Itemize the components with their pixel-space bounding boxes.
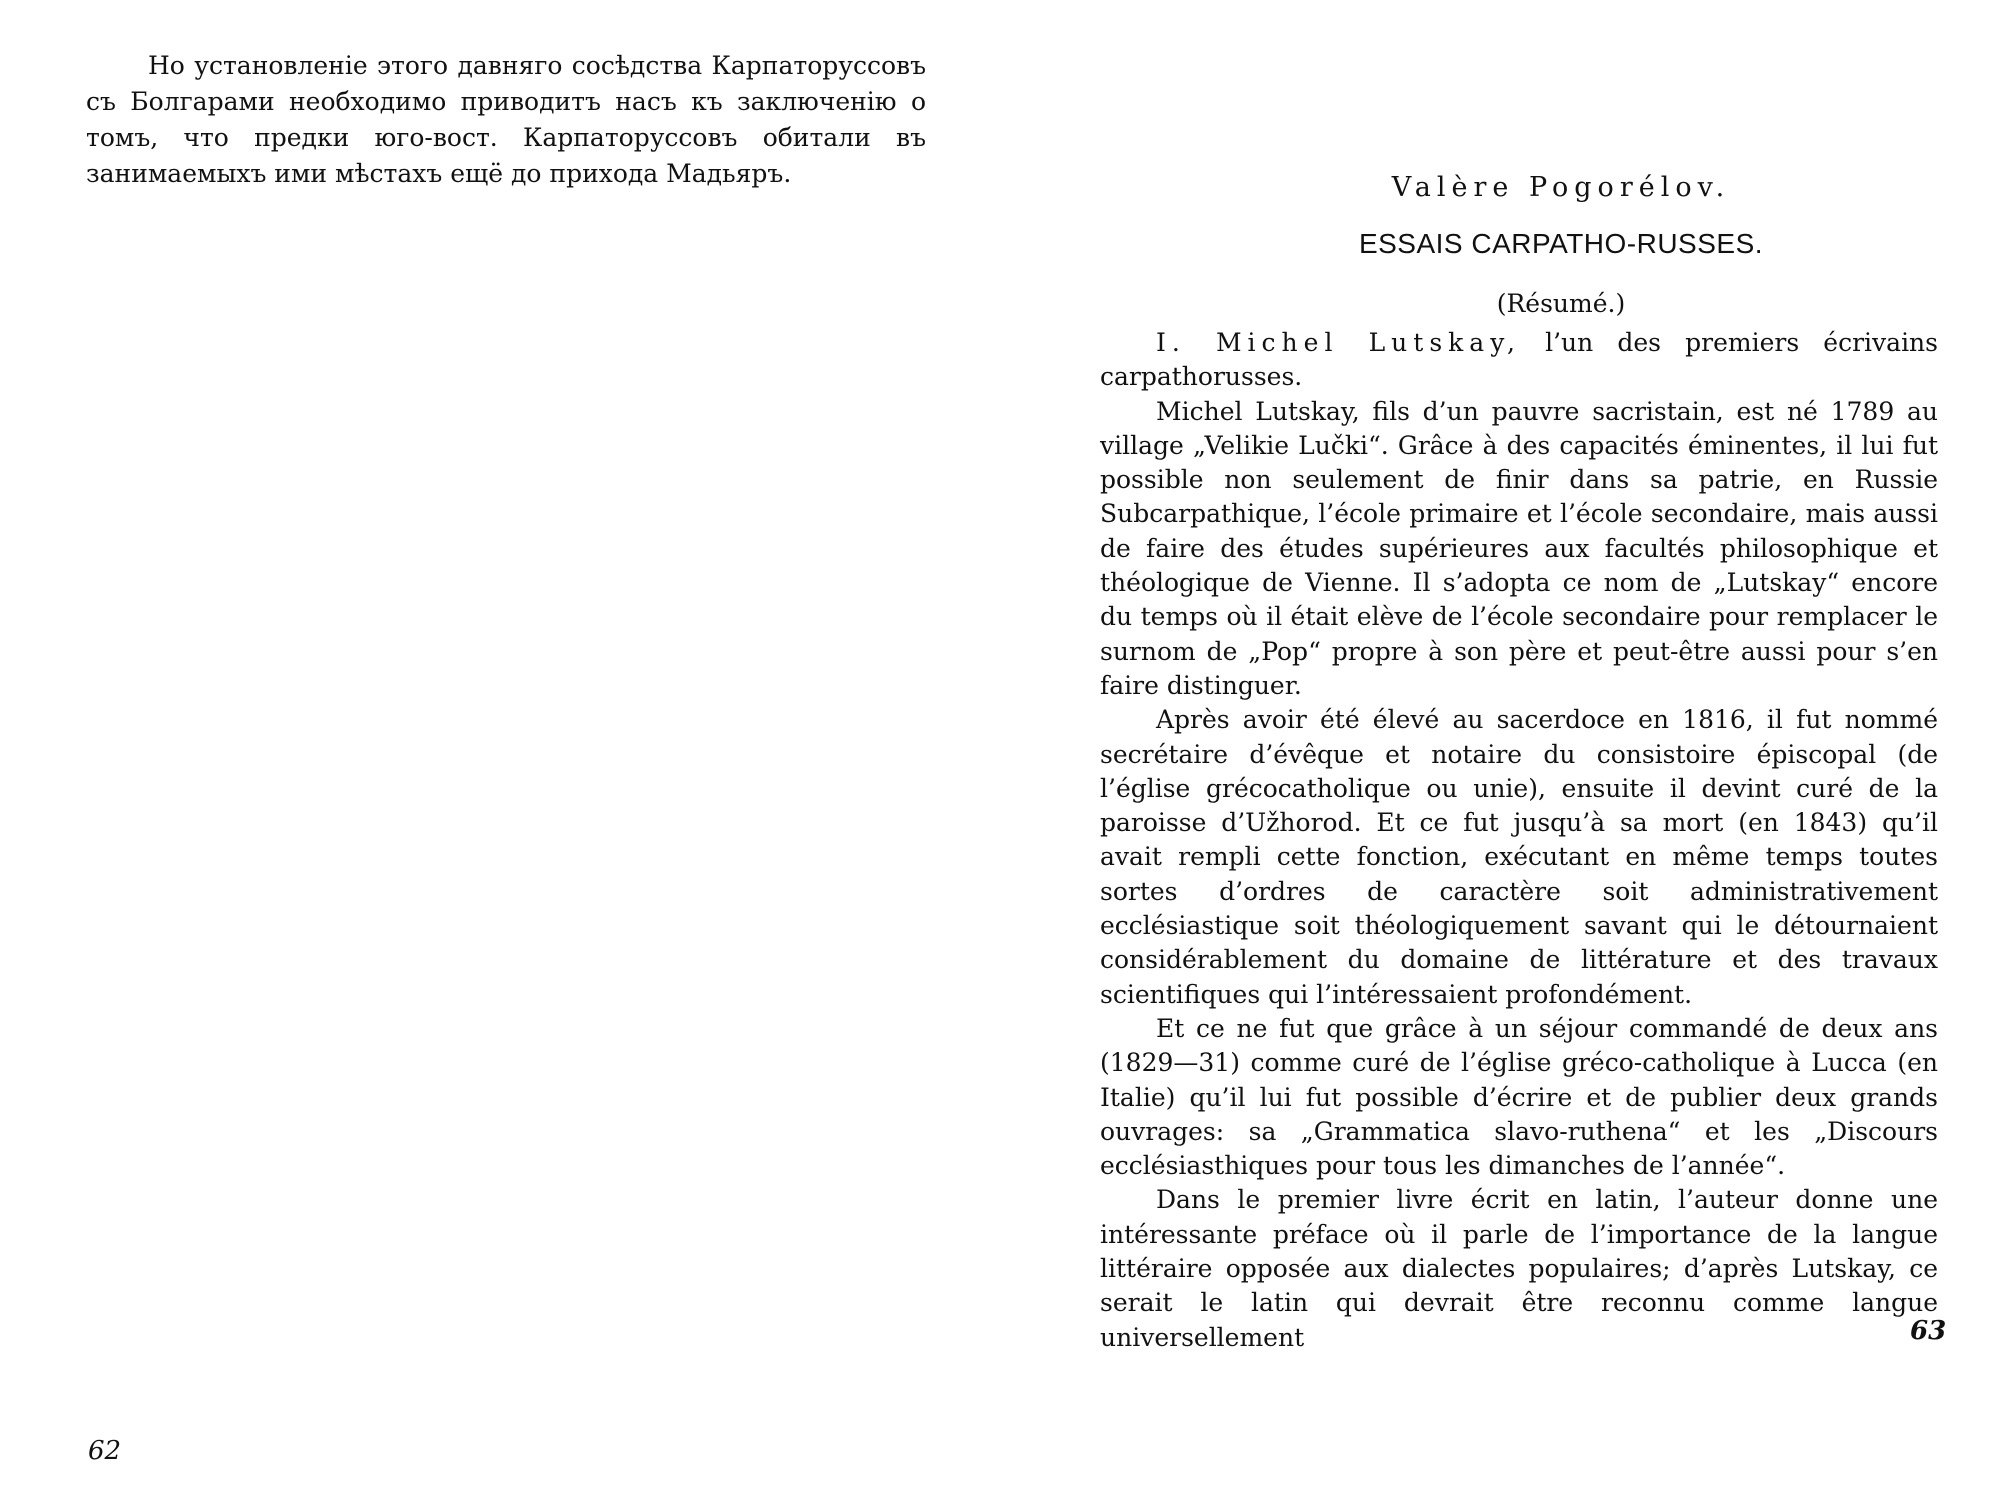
author-name: Valère Pogorélov. bbox=[1391, 172, 1731, 203]
section-intro-name: I. Michel Lutskay, bbox=[1156, 328, 1521, 357]
right-page bbox=[1000, 0, 2002, 1500]
left-page-paragraph: Но установленіе этого давняго сосѣдства Карпаторуссовъ съ Болгарами необходимо приводитъ насъ къ заключенію о томъ, что предки юго-вост. Карпаторуссовъ обитали въ занимаемыхъ ими мѣстахъ ещё до прихода Мадьяръ. bbox=[86, 51, 926, 188]
left-page bbox=[0, 0, 1000, 1500]
left-page-number: 62 bbox=[88, 1436, 122, 1466]
article-title: ESSAIS CARPATHO-RUSSES. bbox=[1358, 228, 1764, 259]
body-paragraph: Et ce ne fut que grâce à un séjour commandé de deux ans (1829—31) comme curé de l’église gréco-catholique à Lucca (en Italie) qu’il lui fut possible d’écrire et de publier deux grands ouvrages: sa „Grammatica slavo-ruthena“ et les „Discours ecclésiasthiques pour tous les dimanches de l’année“. bbox=[1100, 1013, 1938, 1181]
body-paragraph: Dans le premier livre écrit en latin, l’auteur donne une intéressante préface où il parle de l’importance de la langue littéraire opposée aux dialectes populaires; d’après Lutskay, ce serait le latin qui devrait être reconnu comme langue universellement bbox=[1100, 1185, 1938, 1352]
right-page-number: 63 bbox=[1910, 1316, 1947, 1346]
section-intro bbox=[1100, 326, 1938, 395]
body-paragraph: Michel Lutskay, fils d’un pauvre sacristain, est né 1789 au village „Velikie Lučki“. Grâce à des capacités éminentes, il lui fut possible non seulement de finir dans sa patrie, en Russie Subcarpathique, l’école primaire et l’école secondaire, mais aussi de faire des études supérieures aux facultés philosophique et théologique de Vienne. Il s’adopta ce nom de „Lutskay“ encore du temps où il était elève de l’école secondaire pour remplacer le surnom de „Pop“ propre à son père et peut-être aussi pour s’en faire distinguer. bbox=[1100, 396, 1938, 700]
article-subtitle: (Résumé.) bbox=[1496, 289, 1626, 318]
article-body bbox=[1100, 326, 1938, 1355]
section-intro-rest: l’un des premiers écrivains carpathorusses. bbox=[1100, 328, 1938, 392]
body-paragraph: Après avoir été élevé au sacerdoce en 1816, il fut nommé secrétaire d’évêque et notaire du consistoire épiscopal (de l’église grécocatholique ou unie), ensuite il devint curé de la paroisse d’Užhorod. Et ce fut jusqu’à sa mort (en 1843) qu’il avait rempli cette fonction, exécutant en même temps toutes sortes d’ordres de caractère soit administrativement ecclésiastique soit théologiquement savant qui le détournaient considérablement du domaine de littérature et des travaux scientifiques qui l’intéressaient profondément. bbox=[1100, 705, 1938, 1009]
